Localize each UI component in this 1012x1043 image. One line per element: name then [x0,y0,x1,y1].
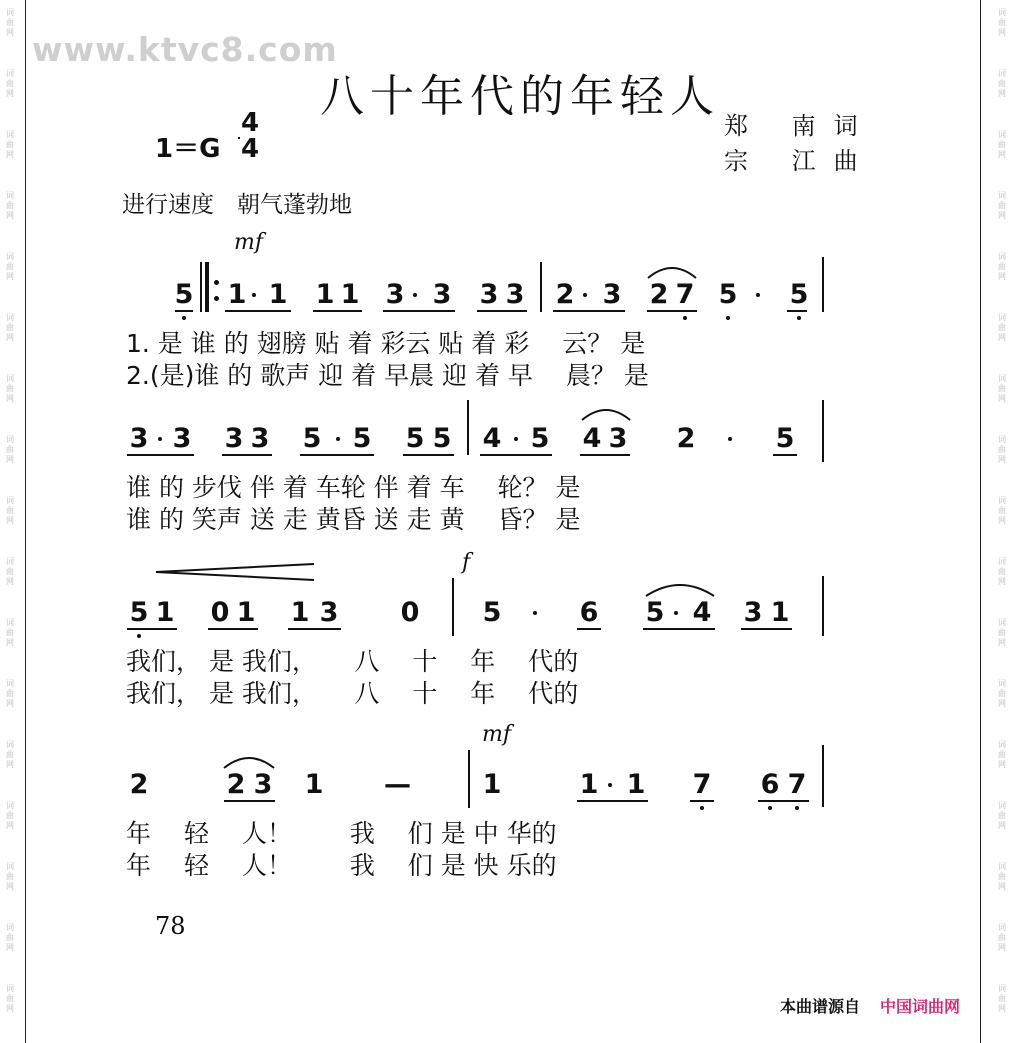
note: 1 [340,279,360,310]
side-watermark-mark: 词 曲 网 [6,984,14,1013]
dynamic-mf-2: mf [482,722,512,747]
note: 3 [385,279,405,310]
barline [467,400,469,455]
note: 5 [432,423,452,454]
side-watermark-mark: 词 曲 网 [6,557,14,586]
beat-underline [690,800,714,802]
note: 3 [319,597,339,628]
duration-dot [336,437,340,441]
note: 1 [236,597,256,628]
source-credit [780,994,960,1017]
side-watermark-mark: 词 曲 网 [998,984,1006,1013]
side-watermark-mark: 词 曲 网 [998,435,1006,464]
right-watermark-strip [992,0,1012,1043]
lyric-verse-1: 谁 的 步伐 伴 着 车轮 伴 着 车 轮？ 是 [126,473,581,502]
page-number: 78 [155,912,186,940]
side-watermark-mark: 词 曲 网 [6,862,14,891]
note: 3 [253,769,273,800]
octave-dot-low [797,316,801,320]
octave-dot-low [700,806,704,810]
duration-dot [608,783,612,787]
note: 5 [405,423,425,454]
side-watermark-mark: 词 曲 网 [998,374,1006,403]
note: 1 [770,597,790,628]
beat-underline [127,628,177,630]
note: 7 [692,769,712,800]
lyric-verse-1: 1. 是 谁 的 翅膀 贴 着 彩云 贴 着 彩 云？ 是 [126,329,646,358]
beat-underline [758,800,809,802]
beat-underline [580,454,630,456]
beat-underline [577,628,601,630]
note: 1 [315,279,335,310]
note: 4 [482,423,502,454]
duration-dot [674,611,678,615]
note: 2 [649,279,669,310]
octave-dot-low [182,316,186,320]
lyric-verse-2: 2.(是)谁 的 歌声 迎 着 早晨 迎 着 早 晨？ 是 [126,361,649,390]
side-watermark-mark: 词 曲 网 [998,8,1006,37]
beat-underline [647,310,697,312]
beat-underline [225,310,291,312]
side-watermark-mark: 词 曲 网 [6,374,14,403]
note: 2 [676,423,696,454]
side-watermark-mark: 词 曲 网 [998,191,1006,220]
note: 5 [718,279,738,310]
note: 5 [482,597,502,628]
note: 3 [743,597,763,628]
side-watermark-mark: 词 曲 网 [998,923,1006,952]
beat-underline [477,310,527,312]
note: 0 [400,597,420,628]
note: 1 [268,279,288,310]
barline [452,578,454,636]
lyric-verse-2: 年 轻 人！ 我 们 是 快 乐的 [126,851,557,880]
note: 3 [602,279,622,310]
beat-underline [224,800,275,802]
lyric-verse-2: 我们， 是 我们， 八 十 年 代的 [126,679,579,708]
repeat-barline-thick [205,262,209,312]
crescendo-hairpin [150,560,320,584]
note: 6 [579,597,599,628]
barline [822,745,824,807]
note: 5 [775,423,795,454]
side-watermark-mark: 词 曲 网 [998,862,1006,891]
note: 5 [302,423,322,454]
side-watermark-mark: 词 曲 网 [998,557,1006,586]
duration-dot [728,437,732,441]
time-signature [238,110,262,162]
lyric-verse-1: 我们， 是 我们， 八 十 年 代的 [126,647,579,676]
left-watermark-strip [0,0,20,1043]
side-watermark-mark: 词 曲 网 [998,801,1006,830]
duration-dot [583,293,587,297]
note: 1 [155,597,175,628]
side-watermark-mark: 词 曲 网 [6,69,14,98]
note: 1 [304,769,324,800]
note: 4 [692,597,712,628]
side-watermark-mark: 词 曲 网 [998,679,1006,708]
barline [822,400,824,462]
beat-underline [480,454,552,456]
lyric-verse-2: 谁 的 笑声 送 走 黄昏 送 走 黄 昏？ 是 [126,505,581,534]
side-watermark-mark: 词 曲 网 [998,313,1006,342]
time-sig-top: 4 [240,108,260,138]
duration-dot [533,611,537,615]
lyric-verse-1: 年 轻 人！ 我 们 是 中 华的 [126,819,557,848]
dynamic-f: f [462,550,471,575]
song-title: 八十年代的年轻人 [320,71,720,122]
side-watermark-mark: 词 曲 网 [6,8,14,37]
side-watermark-mark: 词 曲 网 [6,435,14,464]
beat-underline [741,628,792,630]
side-watermark-mark: 词 曲 网 [6,252,14,281]
side-watermark-mark: 词 曲 网 [998,496,1006,525]
duration-dot [756,293,760,297]
side-watermark-mark: 词 曲 网 [6,313,14,342]
beat-underline [787,310,807,312]
note: 7 [787,769,807,800]
slur [644,262,700,282]
note: 5 [645,597,665,628]
duration-dot [413,293,417,297]
dynamic-mf-1: mf [234,230,264,255]
note: 5 [530,423,550,454]
note: 2 [226,769,246,800]
beat-underline [577,800,648,802]
note: 1 [482,769,502,800]
note: 7 [675,279,695,310]
side-watermark-mark: 词 曲 网 [6,496,14,525]
octave-dot-low [137,634,141,638]
note: 3 [172,423,192,454]
note: 5 [789,279,809,310]
beat-underline [403,454,454,456]
note: 6 [760,769,780,800]
time-sig-bottom: 4 [240,134,260,164]
side-watermark-mark: 词 曲 网 [6,191,14,220]
composer-credit: 宗 江曲 [724,147,876,175]
octave-dot-low [795,806,799,810]
side-watermark-mark: 词 曲 网 [6,923,14,952]
note: — [384,769,411,800]
note: 3 [608,423,628,454]
beat-underline [288,628,341,630]
duration-dot [514,437,518,441]
side-watermark-mark: 词 曲 网 [998,130,1006,159]
octave-dot-low [768,806,772,810]
side-watermark-mark: 词 曲 网 [6,130,14,159]
side-watermark-mark: 词 曲 网 [6,801,14,830]
side-watermark-mark: 词 曲 网 [998,740,1006,769]
repeat-dot [214,280,219,285]
note: 3 [432,279,452,310]
note: 1 [227,279,247,310]
side-watermark-mark: 词 曲 网 [6,618,14,647]
note: 2 [129,769,149,800]
source-label: 本曲谱源自 [780,997,861,1016]
side-watermark-mark: 词 曲 网 [6,679,14,708]
repeat-barline-thin [200,262,202,312]
barline [822,257,824,312]
time-sig-bar [238,137,240,139]
right-border-line [980,0,981,1043]
beat-underline [313,310,362,312]
key-signature: 1＝G [155,134,221,164]
beat-underline [553,310,625,312]
note: 3 [224,423,244,454]
side-watermark-mark: 词 曲 网 [6,740,14,769]
lyricist-credit: 郑 南词 [724,112,876,140]
note: 5 [352,423,372,454]
tempo-marking: 进行速度 朝气蓬勃地 [122,192,352,218]
octave-dot-low [683,316,687,320]
source-site-link[interactable]: 中国词曲网 [880,997,961,1016]
note: 3 [129,423,149,454]
beat-underline [643,628,715,630]
barline [468,750,470,808]
left-border-line [25,0,26,1043]
duration-dot [252,293,256,297]
beat-underline [300,454,374,456]
beat-underline [773,454,797,456]
beat-underline [383,310,455,312]
side-watermark-mark: 词 曲 网 [998,252,1006,281]
barline [822,576,824,636]
slur [578,404,634,424]
duration-dot [158,437,162,441]
slur [220,752,278,772]
note: 0 [210,597,230,628]
note: 3 [250,423,270,454]
site-watermark: www.ktvc8.com [32,30,338,69]
repeat-dot [214,296,219,301]
beat-underline [222,454,272,456]
note: 1 [626,769,646,800]
octave-dot-low [726,316,730,320]
note: 1 [290,597,310,628]
barline [540,262,542,312]
side-watermark-mark: 词 曲 网 [998,618,1006,647]
beat-underline [175,310,193,312]
note: 3 [479,279,499,310]
beat-underline [127,454,194,456]
note: 1 [579,769,599,800]
note: 2 [555,279,575,310]
beat-underline [208,628,258,630]
note: 4 [582,423,602,454]
side-watermark-mark: 词 曲 网 [998,69,1006,98]
note: 5 [174,279,194,310]
note: 5 [129,597,149,628]
note: 3 [505,279,525,310]
slur [642,578,718,600]
